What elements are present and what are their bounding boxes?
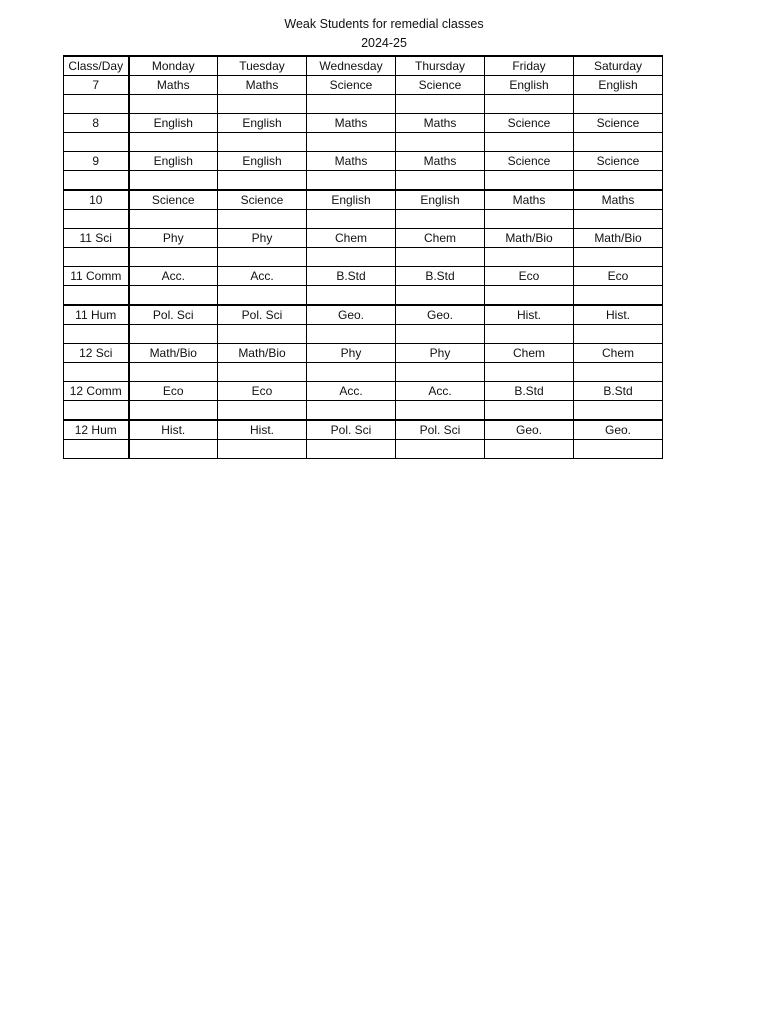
spacer-row [64,95,663,114]
subject-cell: Science [574,114,663,133]
blank-cell [485,210,574,229]
blank-cell [129,286,218,306]
subject-cell: Maths [307,114,396,133]
sheet-year: 2024-25 [361,36,407,50]
subject-cell: Maths [396,114,485,133]
blank-cell [307,248,396,267]
column-header: Wednesday [307,56,396,76]
class-row [64,190,663,210]
blank-cell [574,210,663,229]
blank-cell [64,171,129,191]
subject-cell: Phy [218,229,307,248]
blank-cell [307,95,396,114]
sheet-title: Weak Students for remedial classes [284,17,484,31]
spacer-row [64,363,663,382]
subject-cell: Pol. Sci [218,305,307,325]
subject-cell: Hist. [129,420,218,440]
subject-cell: Science [574,152,663,171]
class-label-cell: 12 Comm [64,382,129,401]
spacer-row [64,133,663,152]
subject-cell: Math/Bio [485,229,574,248]
column-header: Friday [485,56,574,76]
class-label-cell: 8 [64,114,129,133]
blank-cell [218,210,307,229]
blank-cell [574,95,663,114]
spacer-row [64,325,663,344]
subject-cell: Science [218,190,307,210]
blank-cell [396,286,485,306]
spacer-row [64,248,663,267]
subject-cell: Science [129,190,218,210]
blank-cell [218,95,307,114]
blank-cell [129,133,218,152]
blank-cell [64,286,129,306]
blank-cell [307,325,396,344]
subject-cell: Math/Bio [574,229,663,248]
header-row [64,56,663,76]
class-label-cell: 11 Hum [64,305,129,325]
subject-cell: Chem [485,344,574,363]
subject-cell: Eco [574,267,663,286]
subject-cell: Acc. [218,267,307,286]
blank-cell [307,210,396,229]
subject-cell: Maths [396,152,485,171]
blank-cell [574,248,663,267]
blank-cell [574,286,663,306]
blank-cell [64,133,129,152]
subject-cell: Chem [307,229,396,248]
spacer-row [64,210,663,229]
subject-cell: B.Std [396,267,485,286]
class-row [64,114,663,133]
blank-cell [64,363,129,382]
subject-cell: Hist. [218,420,307,440]
subject-cell: English [307,190,396,210]
subject-cell: Geo. [574,420,663,440]
spacer-row [64,440,663,459]
blank-cell [64,248,129,267]
subject-cell: Chem [396,229,485,248]
class-row [64,382,663,401]
class-label-cell: 11 Comm [64,267,129,286]
subject-cell: English [485,76,574,95]
class-label-cell: 12 Sci [64,344,129,363]
subject-cell: English [129,152,218,171]
blank-cell [485,95,574,114]
subject-cell: Geo. [396,305,485,325]
subject-cell: Phy [396,344,485,363]
subject-cell: Science [307,76,396,95]
column-header: Class/Day [64,56,129,76]
subject-cell: Geo. [485,420,574,440]
blank-cell [396,325,485,344]
subject-cell: English [218,152,307,171]
subject-cell: Eco [485,267,574,286]
blank-cell [64,95,129,114]
blank-cell [129,248,218,267]
blank-cell [485,363,574,382]
subject-cell: Pol. Sci [307,420,396,440]
subject-cell: Geo. [307,305,396,325]
class-row [64,420,663,440]
column-header: Thursday [396,56,485,76]
blank-cell [485,248,574,267]
column-header: Tuesday [218,56,307,76]
blank-cell [396,95,485,114]
class-label-cell: 10 [64,190,129,210]
blank-cell [218,325,307,344]
subject-cell: Maths [574,190,663,210]
blank-cell [129,171,218,191]
blank-cell [307,133,396,152]
subject-cell: Science [396,76,485,95]
subject-cell: B.Std [574,382,663,401]
subject-cell: Maths [218,76,307,95]
blank-cell [485,325,574,344]
subject-cell: Eco [218,382,307,401]
blank-cell [64,401,129,421]
subject-cell: Hist. [485,305,574,325]
blank-cell [396,248,485,267]
subject-cell: English [218,114,307,133]
blank-cell [129,210,218,229]
class-label-cell: 12 Hum [64,420,129,440]
remedial-schedule-table [63,55,663,459]
class-row [64,305,663,325]
class-label-cell: 7 [64,76,129,95]
blank-cell [218,401,307,421]
blank-cell [485,286,574,306]
blank-cell [218,171,307,191]
blank-cell [574,133,663,152]
blank-cell [307,363,396,382]
blank-cell [129,363,218,382]
blank-cell [218,286,307,306]
blank-cell [129,325,218,344]
blank-cell [396,210,485,229]
blank-cell [307,401,396,421]
blank-cell [396,363,485,382]
subject-cell: Maths [129,76,218,95]
subject-cell: Eco [129,382,218,401]
blank-cell [307,440,396,459]
blank-cell [574,401,663,421]
blank-cell [574,171,663,191]
blank-cell [396,133,485,152]
blank-cell [574,363,663,382]
subject-cell: Maths [307,152,396,171]
blank-cell [218,440,307,459]
blank-cell [485,440,574,459]
blank-cell [129,440,218,459]
subject-cell: Math/Bio [129,344,218,363]
blank-cell [218,248,307,267]
subject-cell: Chem [574,344,663,363]
subject-cell: Pol. Sci [396,420,485,440]
class-row [64,267,663,286]
subject-cell: Hist. [574,305,663,325]
blank-cell [485,171,574,191]
blank-cell [64,325,129,344]
subject-cell: Science [485,114,574,133]
blank-cell [64,210,129,229]
blank-cell [129,401,218,421]
subject-cell: B.Std [307,267,396,286]
subject-cell: Maths [485,190,574,210]
subject-cell: Science [485,152,574,171]
class-row [64,152,663,171]
class-row [64,344,663,363]
subject-cell: Acc. [307,382,396,401]
subject-cell: Math/Bio [218,344,307,363]
blank-cell [396,440,485,459]
blank-cell [218,363,307,382]
class-row [64,229,663,248]
subject-cell: English [574,76,663,95]
subject-cell: Acc. [129,267,218,286]
spacer-row [64,401,663,421]
blank-cell [485,401,574,421]
class-label-cell: 9 [64,152,129,171]
blank-cell [396,171,485,191]
column-header: Saturday [574,56,663,76]
blank-cell [307,286,396,306]
subject-cell: English [396,190,485,210]
subject-cell: B.Std [485,382,574,401]
subject-cell: Phy [129,229,218,248]
blank-cell [574,325,663,344]
spacer-row [64,171,663,191]
subject-cell: Acc. [396,382,485,401]
class-label-cell: 11 Sci [64,229,129,248]
blank-cell [307,171,396,191]
blank-cell [574,440,663,459]
class-row [64,76,663,95]
subject-cell: English [129,114,218,133]
blank-cell [485,133,574,152]
blank-cell [218,133,307,152]
blank-cell [396,401,485,421]
spacer-row [64,286,663,306]
subject-cell: Pol. Sci [129,305,218,325]
blank-cell [129,95,218,114]
blank-cell [64,440,129,459]
subject-cell: Phy [307,344,396,363]
column-header: Monday [129,56,218,76]
